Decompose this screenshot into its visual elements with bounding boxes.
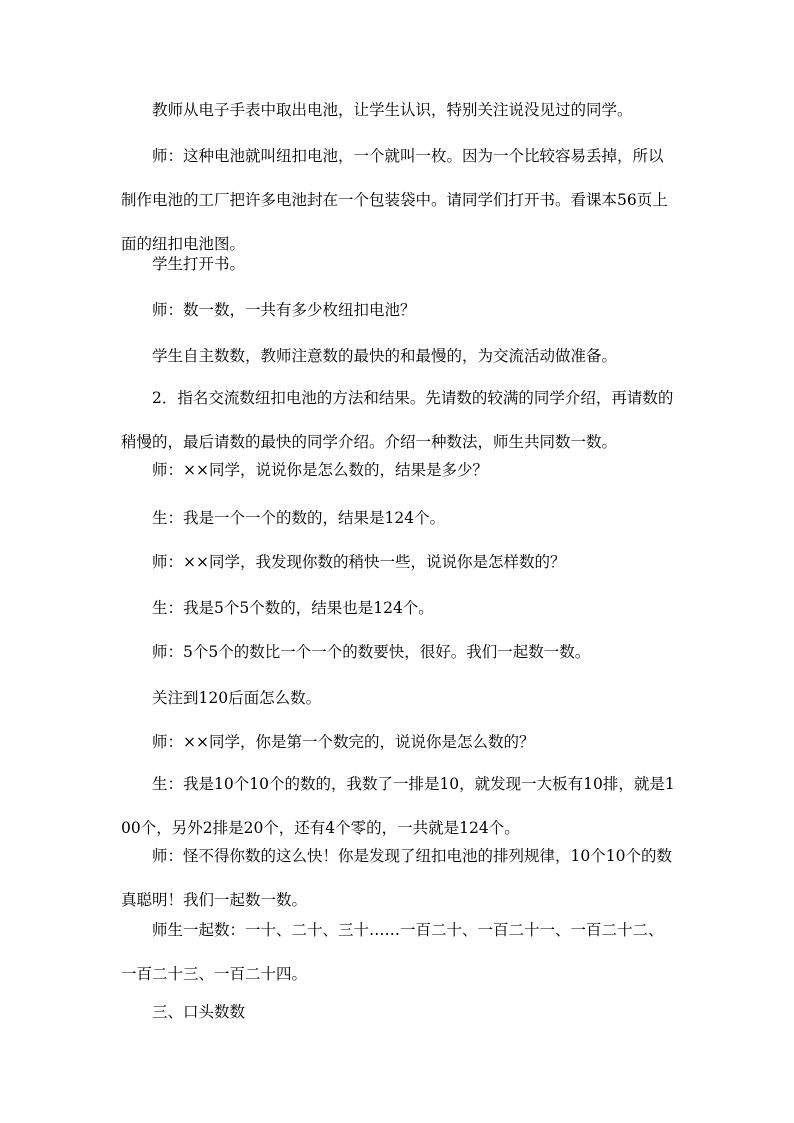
paragraph-teacher-button-battery: 师：这种电池就叫纽扣电池，一个就叫一枚。因为一个比较容易丢掉，所以制作电池的工厂把许多电池封在一个包装袋中。请同学们打开书。看课本56页上面的纽扣电池图。 xyxy=(121,147,668,253)
paragraph-teacher-battery-intro: 教师从电子手表中取出电池，让学生认识，特别关注说没见过的同学。 xyxy=(152,101,633,119)
paragraph-teacher-fives-faster: 师：5个5个的数比一个一个的数要快，很好。我们一起数一数。 xyxy=(152,643,591,661)
paragraph-teacher-praise: 师：怪不得你数的这么快！你是发现了纽扣电池的排列规律，10个10个的数真聪明！我们一起数一数。 xyxy=(121,847,672,909)
paragraph-student-by-fives: 生：我是5个5个数的，结果也是124个。 xyxy=(152,599,434,617)
paragraph-student-one-by-one: 生：我是一个一个的数的，结果是124个。 xyxy=(152,509,446,527)
paragraph-focus-after-120: 关注到120后面怎么数。 xyxy=(152,689,322,707)
section-heading-oral-counting: 三、口头数数 xyxy=(152,1003,246,1021)
paragraph-count-together: 师生一起数：一十、二十、三十……一百二十、一百二十一、一百二十二、一百二十三、一百二十四。 xyxy=(121,921,664,983)
paragraph-students-open-book: 学生打开书。 xyxy=(152,255,246,273)
paragraph-teacher-ask-first-finisher: 师：××同学，你是第一个数完的，说说你是怎么数的？ xyxy=(152,733,535,751)
paragraph-teacher-ask-student-1: 师：××同学，说说你是怎么数的，结果是多少？ xyxy=(152,461,488,479)
paragraph-student-by-tens: 生：我是10个10个的数的，我数了一排是10，就发现一大板有10排，就是100个，另外2排是20个，还有4个零的，一共就是124个。 xyxy=(121,775,675,837)
paragraph-exchange-methods: 2．指名交流数纽扣电池的方法和结果。先请数的较满的同学介绍，再请数的稍慢的，最后请数的最快的同学介绍。介绍一种数法，师生共同数一数。 xyxy=(121,389,674,451)
paragraph-teacher-count-question: 师：数一数，一共有多少枚纽扣电池？ xyxy=(152,301,416,319)
paragraph-teacher-ask-student-2: 师：××同学，我发现你数的稍快一些，说说你是怎样数的？ xyxy=(152,553,566,571)
paragraph-students-self-count: 学生自主数数，教师注意数的最快的和最慢的，为交流活动做准备。 xyxy=(152,347,618,365)
